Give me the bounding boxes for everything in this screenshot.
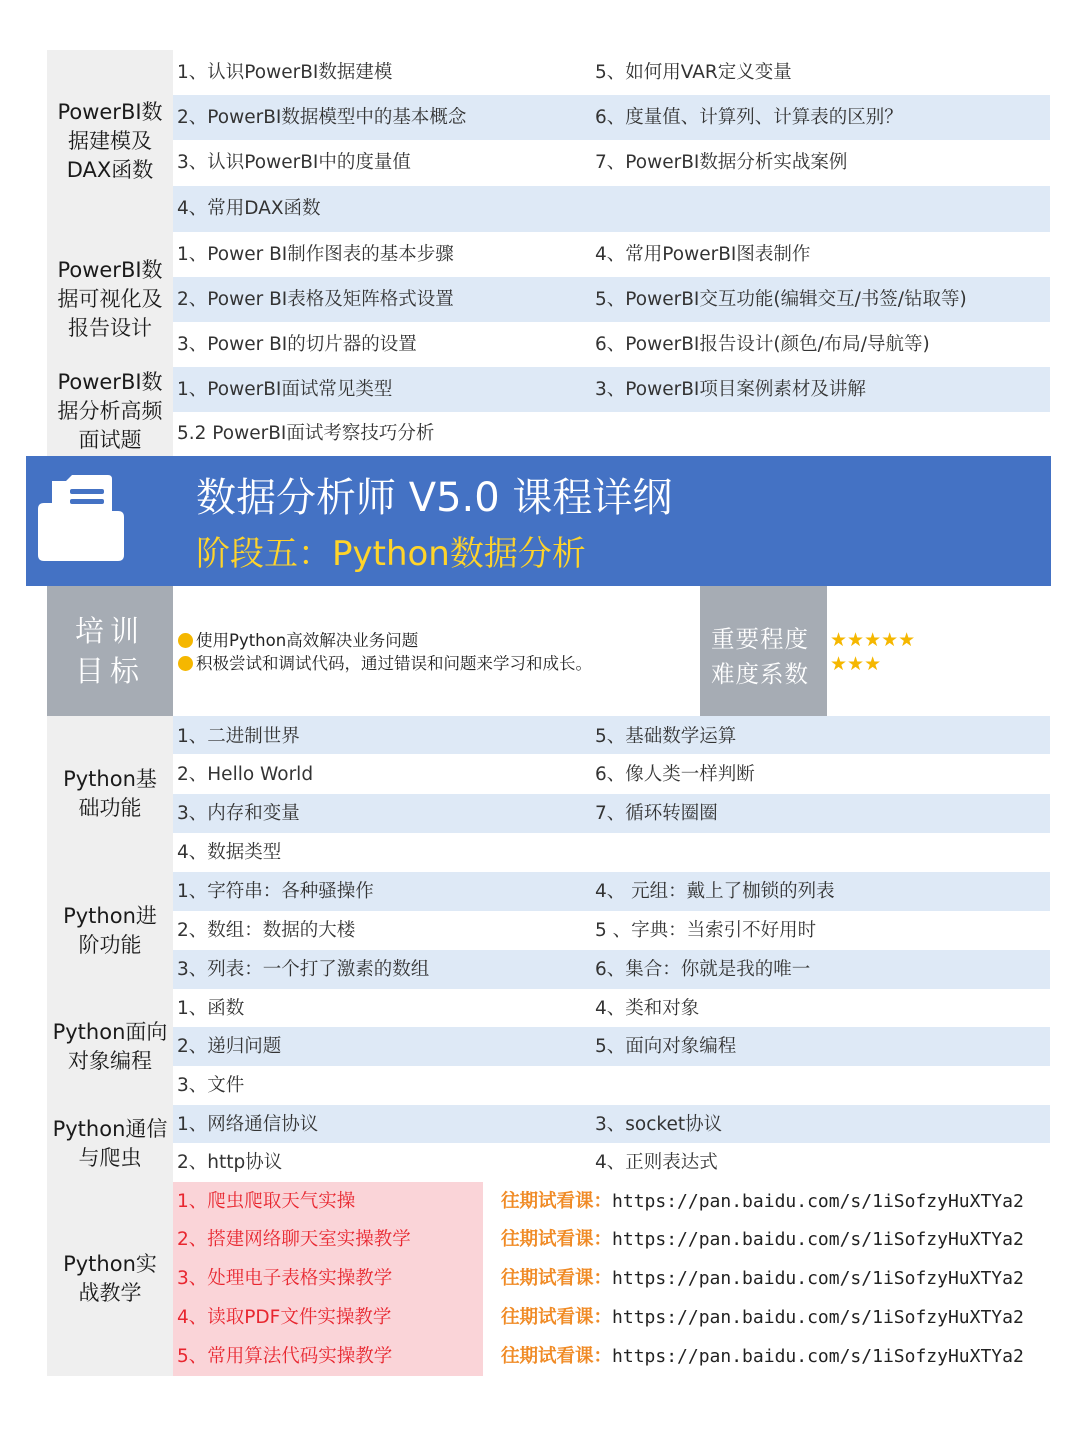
practice-row xyxy=(173,1337,1050,1376)
trial-link-label: 往期试看课： xyxy=(501,1268,613,1289)
difficulty-label: 难度系数 xyxy=(711,660,809,688)
trial-link[interactable] xyxy=(501,1337,1024,1376)
topic-right: 5、面向对象编程 xyxy=(595,1036,737,1057)
difficulty-stars: ★★★ xyxy=(830,653,882,675)
practice-row xyxy=(173,1259,1050,1298)
category-python-network xyxy=(47,1105,173,1182)
topic-left: 2、http协议 xyxy=(177,1152,283,1173)
category-label: PowerBI数据分析高频面试题 xyxy=(57,370,163,452)
practice-row xyxy=(173,1220,1050,1259)
importance-label: 重要程度 xyxy=(711,625,809,653)
trial-link[interactable] xyxy=(501,1298,1024,1337)
goal-item xyxy=(178,652,592,675)
topic-left: 2、PowerBI数据模型中的基本概念 xyxy=(177,107,467,128)
table-row xyxy=(173,277,1050,322)
category-python-advanced xyxy=(47,872,173,989)
practice-item: 1、爬虫爬取天气实操 xyxy=(177,1191,356,1212)
topic-left: 1、认识PowerBI数据建模 xyxy=(177,62,393,83)
topic-left: 4、常用DAX函数 xyxy=(177,198,321,219)
category-powerbi-interview xyxy=(47,367,173,456)
practice-row xyxy=(173,1182,1050,1220)
topic-right: 5、基础数学运算 xyxy=(595,726,737,747)
topic-left: 2、数组：数据的大楼 xyxy=(177,920,356,941)
table-row xyxy=(173,754,1050,794)
goal-item-text: 使用Python高效解决业务问题 xyxy=(196,631,419,650)
topic-left: 2、Hello World xyxy=(177,764,314,785)
bullet-dot-icon xyxy=(178,656,193,671)
table-row xyxy=(173,833,1050,872)
training-goal-text: 培训目标 xyxy=(74,614,145,688)
topic-left: 3、文件 xyxy=(177,1075,245,1096)
trial-link[interactable] xyxy=(501,1220,1024,1259)
topic-right: 3、PowerBI项目案例素材及讲解 xyxy=(595,379,866,400)
table-row xyxy=(173,950,1050,989)
importance-stars: ★★★★★ xyxy=(830,629,916,651)
table-row xyxy=(173,322,1050,367)
topic-left: 5.2 PowerBI面试考察技巧分析 xyxy=(177,423,435,444)
stage-subtitle: 阶段五：Python数据分析 xyxy=(196,534,586,574)
table-row xyxy=(173,1066,1050,1105)
topic-right: 5、如何用VAR定义变量 xyxy=(595,62,792,83)
table-row xyxy=(173,716,1050,754)
topic-right: 7、循环转圈圈 xyxy=(595,803,718,824)
practice-item: 5、常用算法代码实操教学 xyxy=(177,1346,393,1367)
trial-link-label: 往期试看课： xyxy=(501,1191,613,1212)
training-goal-list xyxy=(178,629,592,675)
table-row xyxy=(173,140,1050,186)
category-label: Python进阶功能 xyxy=(63,903,157,957)
category-label: Python通信与爬虫 xyxy=(52,1116,168,1170)
table-row xyxy=(173,794,1050,833)
topic-left: 1、PowerBI面试常见类型 xyxy=(177,379,393,400)
topic-right: 4、类和对象 xyxy=(595,998,700,1019)
topic-right: 5 、字典：当索引不好用时 xyxy=(595,920,817,941)
trial-link-label: 往期试看课： xyxy=(501,1346,613,1367)
topic-left: 4、数据类型 xyxy=(177,842,282,863)
trial-link[interactable] xyxy=(501,1182,1024,1220)
practice-row xyxy=(173,1298,1050,1337)
category-powerbi-visualization xyxy=(47,232,173,367)
topic-left: 1、函数 xyxy=(177,998,245,1019)
table-row xyxy=(173,95,1050,140)
trial-link[interactable] xyxy=(501,1259,1024,1298)
goal-item xyxy=(178,629,592,652)
topic-left: 1、Power BI制作图表的基本步骤 xyxy=(177,244,454,265)
topic-right: 4、正则表达式 xyxy=(595,1152,718,1173)
table-row xyxy=(173,367,1050,412)
topic-left: 3、列表：一个打了激素的数组 xyxy=(177,959,430,980)
table-row xyxy=(173,412,1050,456)
topic-right: 5、PowerBI交互功能(编辑交互/书签/钻取等) xyxy=(595,289,967,310)
trial-link-label: 往期试看课： xyxy=(501,1229,613,1250)
table-row xyxy=(173,989,1050,1027)
topic-left: 2、Power BI表格及矩阵格式设置 xyxy=(177,289,454,310)
category-powerbi-modeling xyxy=(47,50,173,232)
folder-document-icon xyxy=(36,473,126,565)
bullet-dot-icon xyxy=(178,633,193,648)
table-row xyxy=(173,1105,1050,1143)
page-title: 数据分析师 V5.0 课程详纲 xyxy=(196,475,673,521)
topic-left: 1、二进制世界 xyxy=(177,726,300,747)
practice-item: 4、读取PDF文件实操教学 xyxy=(177,1307,392,1328)
topic-right: 4、 元组：戴上了枷锁的列表 xyxy=(595,881,835,902)
topic-left: 3、Power BI的切片器的设置 xyxy=(177,334,417,355)
rating-labels xyxy=(700,586,827,716)
table-row xyxy=(173,50,1050,95)
topic-right: 3、socket协议 xyxy=(595,1114,723,1135)
category-python-basic xyxy=(47,716,173,872)
trial-link-url[interactable]: https://pan.baidu.com/s/1iSofzyHuXTYa2 xyxy=(612,1229,1024,1250)
category-label: Python面向对象编程 xyxy=(52,1020,168,1073)
topic-right: 4、常用PowerBI图表制作 xyxy=(595,244,811,265)
table-row xyxy=(173,1143,1050,1182)
topic-left: 1、网络通信协议 xyxy=(177,1114,319,1135)
goal-item-text: 积极尝试和调试代码，通过错误和问题来学习和成长。 xyxy=(196,654,592,673)
table-row xyxy=(173,872,1050,911)
category-label: PowerBI数据建模及DAX函数 xyxy=(57,99,163,182)
trial-link-url[interactable]: https://pan.baidu.com/s/1iSofzyHuXTYa2 xyxy=(612,1191,1024,1212)
topic-right: 6、度量值、计算列、计算表的区别？ xyxy=(595,107,903,128)
category-python-oop xyxy=(47,989,173,1105)
trial-link-url[interactable]: https://pan.baidu.com/s/1iSofzyHuXTYa2 xyxy=(612,1268,1024,1289)
topic-right: 6、集合：你就是我的唯一 xyxy=(595,959,811,980)
practice-item: 2、搭建网络聊天室实操教学 xyxy=(177,1229,411,1250)
trial-link-url[interactable]: https://pan.baidu.com/s/1iSofzyHuXTYa2 xyxy=(612,1307,1024,1328)
table-row xyxy=(173,1027,1050,1066)
topic-left: 3、内存和变量 xyxy=(177,803,300,824)
category-label: Python基础功能 xyxy=(63,767,157,820)
table-row xyxy=(173,186,1050,232)
topic-left: 2、递归问题 xyxy=(177,1036,282,1057)
topic-right: 6、PowerBI报告设计(颜色/布局/导航等) xyxy=(595,334,930,355)
training-goal-label xyxy=(47,586,173,716)
topic-right: 7、PowerBI数据分析实战案例 xyxy=(595,152,848,173)
practice-item: 3、处理电子表格实操教学 xyxy=(177,1268,393,1289)
trial-link-label: 往期试看课： xyxy=(501,1307,613,1328)
category-python-practice xyxy=(47,1182,173,1376)
topic-left: 1、字符串：各种骚操作 xyxy=(177,881,374,902)
category-label: Python实战教学 xyxy=(63,1252,157,1305)
table-row xyxy=(173,232,1050,277)
topic-right: 6、像人类一样判断 xyxy=(595,764,755,785)
table-row xyxy=(173,911,1050,950)
trial-link-url[interactable]: https://pan.baidu.com/s/1iSofzyHuXTYa2 xyxy=(612,1346,1024,1367)
topic-left: 3、认识PowerBI中的度量值 xyxy=(177,152,411,173)
category-label: PowerBI数据可视化及报告设计 xyxy=(57,258,163,340)
